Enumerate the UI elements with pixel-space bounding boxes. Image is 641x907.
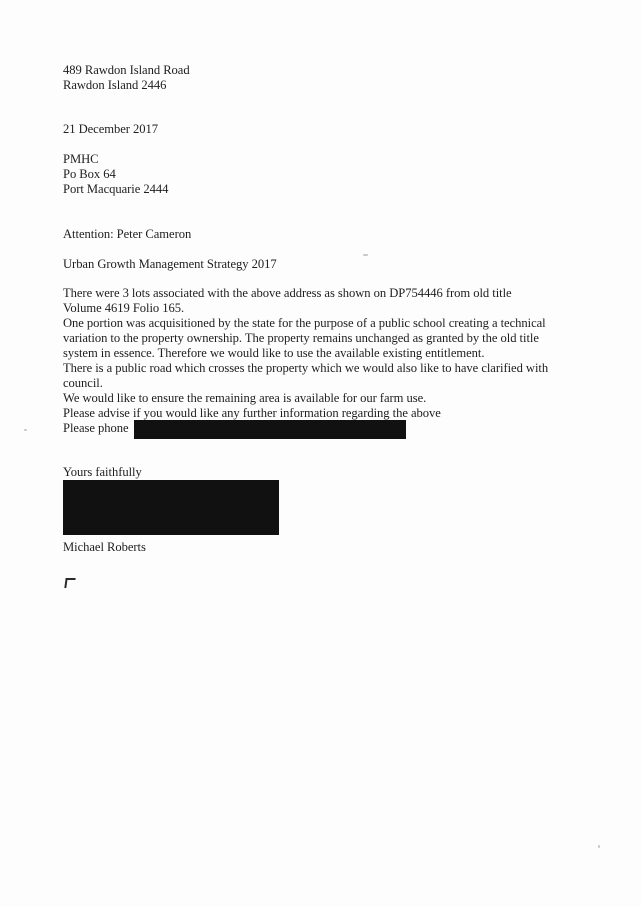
body-line: There were 3 lots associated with the above address as shown on DP754446 from old title bbox=[63, 286, 512, 300]
body-line: There is a public road which crosses the property which we would also like to have clarified with bbox=[63, 361, 549, 375]
sender-street: 489 Rawdon Island Road bbox=[63, 63, 190, 77]
recipient-name: PMHC bbox=[63, 152, 99, 166]
recipient-locality: Port Macquarie 2444 bbox=[63, 182, 169, 196]
attention-line: Attention: Peter Cameron bbox=[63, 227, 192, 241]
scan-speck bbox=[598, 845, 600, 848]
phone-label: Please phone bbox=[63, 421, 129, 435]
closing-line: Yours faithfully bbox=[63, 465, 142, 479]
body-line: One portion was acquisitioned by the state for the purpose of a public school creating a technical bbox=[63, 316, 546, 330]
corner-mark-icon bbox=[64, 578, 75, 588]
signatory-name: Michael Roberts bbox=[63, 540, 146, 554]
subject-line: Urban Growth Management Strategy 2017 bbox=[63, 257, 277, 271]
letter-date: 21 December 2017 bbox=[63, 122, 159, 136]
body-line: system in essence. Therefore we would like to use the available existing entitlement. bbox=[63, 346, 485, 360]
scan-speck bbox=[24, 429, 27, 431]
body-line: Volume 4619 Folio 165. bbox=[63, 301, 185, 315]
body-line: We would like to ensure the remaining area is available for our farm use. bbox=[63, 391, 427, 405]
recipient-po-box: Po Box 64 bbox=[63, 167, 116, 181]
redacted-phone-number bbox=[134, 420, 406, 439]
scan-speck bbox=[363, 254, 368, 256]
body-line: Please advise if you would like any further information regarding the above bbox=[63, 406, 441, 420]
body-line: council. bbox=[63, 376, 103, 390]
body-line: variation to the property ownership. The property remains unchanged as granted by the old title bbox=[63, 331, 539, 345]
sender-locality: Rawdon Island 2446 bbox=[63, 78, 167, 92]
redacted-signature bbox=[63, 480, 279, 535]
